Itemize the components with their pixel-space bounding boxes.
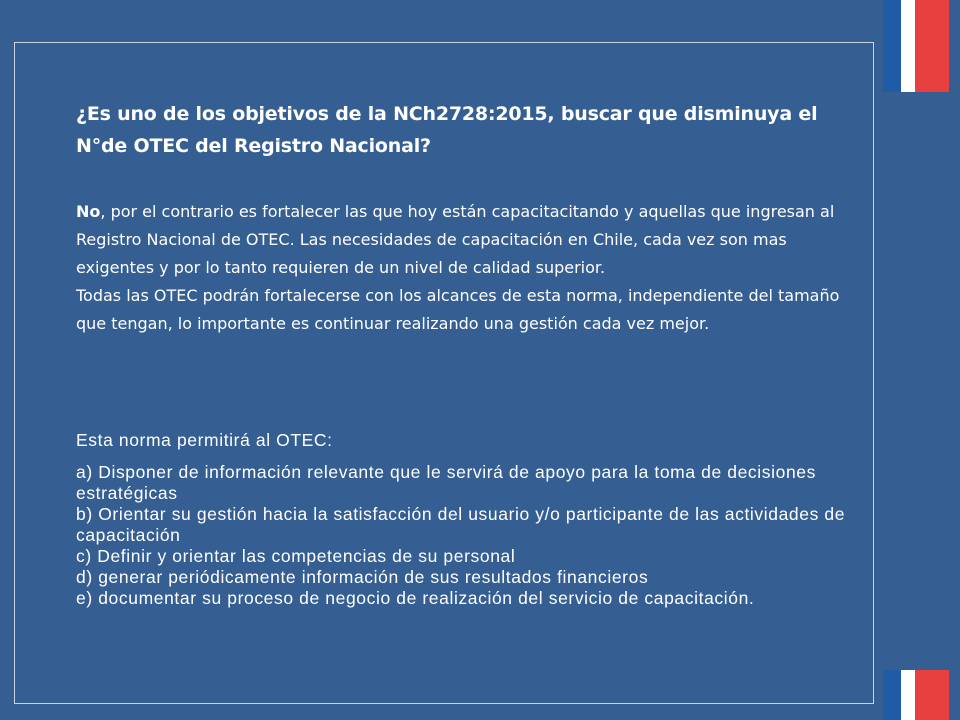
chile-flag-stripe-top [883,0,949,92]
answer-block [76,198,856,338]
answer-paragraph-1 [76,198,856,282]
list-item: d) generar periódicamente información de sus resultados financieros [76,567,649,587]
question-heading: ¿Es uno de los objetivos de la NCh2728:2015, buscar que disminuya el N°de OTEC del Registro Nacional? [76,103,818,157]
flag-blue-bar [883,0,901,92]
list-item: a) Disponer de información relevante que le servirá de apoyo para la toma de decisiones estratégicas [76,462,816,503]
flag-red-bar [915,670,949,720]
answer-paragraph-2: Todas las OTEC podrán fortalecerse con los alcances de esta norma, independiente del tamaño que tengan, lo importante es continuar realizando una gestión cada vez mejor. [76,286,840,333]
flag-red-bar [915,0,949,92]
flag-white-bar [901,670,915,720]
list-item: e) documentar su proceso de negocio de realización del servicio de capacitación. [76,588,755,608]
answer-lead: No [76,202,101,221]
list-item: c) Definir y orientar las competencias de su personal [76,546,516,566]
flag-white-bar [901,0,915,92]
list-intro: Esta norma permitirá al OTEC: [76,430,333,450]
flag-blue-bar [883,670,901,720]
chile-flag-stripe-bottom [883,670,949,720]
answer-paragraph-1-text: , por el contrario es fortalecer las que hoy están capacitacitando y aquellas que ingresan al Registro Nacional de OTEC. Las necesidades de capacitación en Chile, cada vez son mas exigentes y por lo tanto requieren de un nivel de calidad superior. [76,202,835,277]
norm-benefits-list [76,430,856,609]
list-item: b) Orientar su gestión hacia la satisfacción del usuario y/o participante de las actividades de capacitación [76,504,846,545]
